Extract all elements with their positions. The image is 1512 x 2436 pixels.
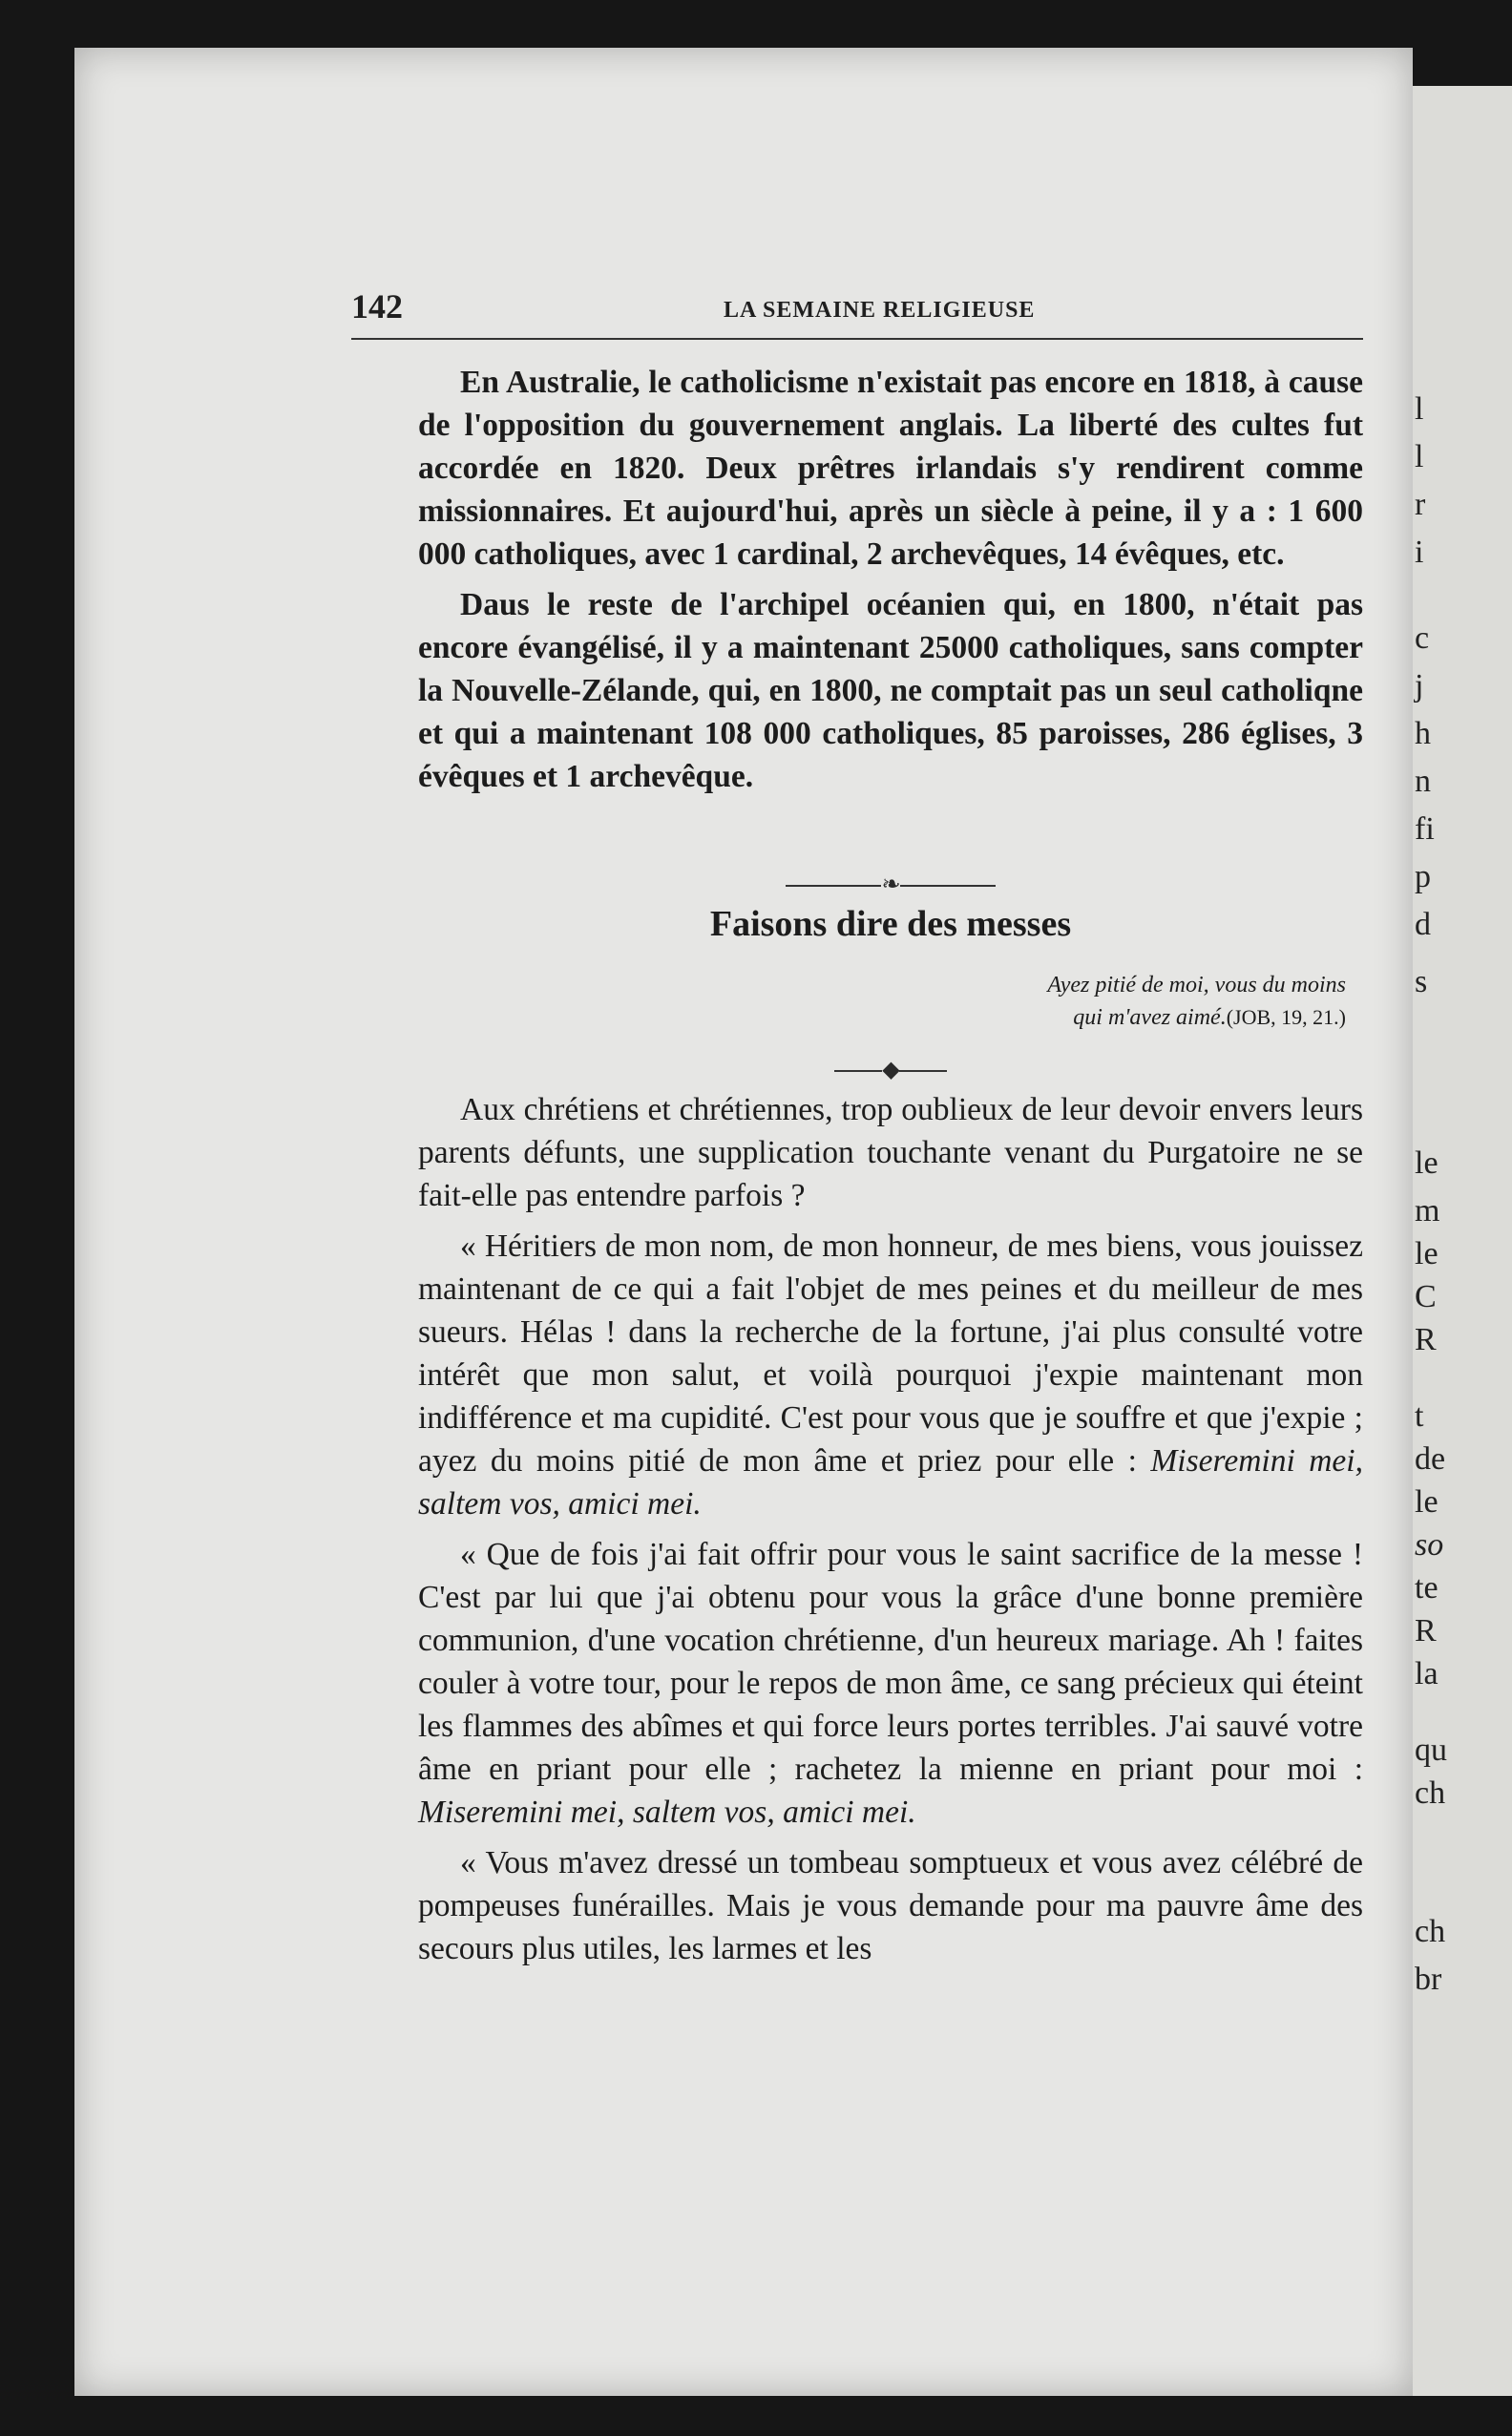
paragraph-intro: Aux chrétiens et chrétiennes, trop oublieux de leur devoir envers leurs parents défunts, une supplication touchante venant du Purgatoire ne se fait-elle pas entendre parfois ? xyxy=(418,1092,1363,1213)
adjacent-page-fragment: s xyxy=(1415,964,1428,999)
adjacent-page-fragment: C xyxy=(1415,1279,1437,1314)
adjacent-page-fragment: r xyxy=(1415,487,1426,522)
adjacent-page-fragment: fi xyxy=(1415,811,1435,847)
paragraph-oceania: Daus le reste de l'archipel océanien qui, en 1800, n'était pas encore évangélisé, il y a maintenant 25000 catholiques, sans compter la Nouvelle-Zélande, qui, en 1800, ne comptait pas un seul catholiqne et qui a maintenant 108 000 catholiques, 85 paroisses, 286 églises, 3 évêques et 1 archevêque. xyxy=(418,587,1363,794)
paragraph-tomb: « Vous m'avez dressé un tombeau somptueux et vous avez célébré de pompeuses funérailles. Mais je vous demande pour ma pauvre âme des secours plus utiles, les larmes et les xyxy=(418,1845,1363,1966)
adjacent-page-fragment: n xyxy=(1415,764,1431,799)
bottom-text-block xyxy=(418,1088,1363,1978)
latin-quote: Miseremini mei, saltem vos, amici mei. xyxy=(418,1443,1363,1522)
adjacent-page-fragment: m xyxy=(1415,1193,1440,1228)
adjacent-page-fragment: i xyxy=(1415,535,1424,570)
page-header xyxy=(351,286,1363,340)
adjacent-page-fragment: qu xyxy=(1415,1732,1447,1768)
running-title: LA SEMAINE RELIGIEUSE xyxy=(724,298,1036,323)
adjacent-page-fragment: so xyxy=(1415,1527,1444,1563)
paragraph-heirs: « Héritiers de mon nom, de mon honneur, de mes biens, vous jouissez maintenant de ce qui a fait l'objet de mes peines et du meilleur de mes sueurs. Hélas ! dans la recherche de la fortune, j'ai plus consulté votre intérêt que mon salut, et voilà pourquoi j'expie maintenant mon indifférence et ma cupidité. C'est pour vous que je souffre et que j'expie ; ayez du moins pitié de mon âme et priez pour elle : Miseremini mei, saltem vos, amici mei. xyxy=(418,1228,1363,1522)
adjacent-page-fragment: de xyxy=(1415,1441,1446,1477)
paragraph-mass: « Que de fois j'ai fait offrir pour vous le saint sacrifice de la messe ! C'est par lui que j'ai obtenu pour vous la grâce d'une bonne première communion, d'une vocation chrétienne, d'un heureux mariage. Ah ! faites couler à votre tour, pour le repos de mon âme, ce sang précieux qui éteint les flammes des abîmes et qui force leurs portes terribles. J'ai sauvé votre âme en priant pour elle ; rachetez la mienne en priant pour moi : Miseremini mei, saltem vos, amici mei. xyxy=(418,1537,1363,1830)
epigraph xyxy=(926,970,1346,1034)
adjacent-page-fragment: R xyxy=(1415,1322,1437,1357)
epigraph-line-1: Ayez pitié de moi, vous du moins xyxy=(1047,973,1346,998)
ornament-divider-bottom: ◆ xyxy=(418,1056,1363,1083)
adjacent-page-fragment: R xyxy=(1415,1613,1437,1648)
adjacent-page-fragment: j xyxy=(1415,668,1424,704)
adjacent-page-fragment: d xyxy=(1415,907,1431,942)
adjacent-page-fragment: le xyxy=(1415,1145,1438,1181)
adjacent-page-fragment: le xyxy=(1415,1484,1438,1520)
section-heading-block xyxy=(418,869,1363,1098)
adjacent-page-fragment: ch xyxy=(1415,1914,1446,1949)
adjacent-page-fragment: l xyxy=(1415,439,1424,474)
epigraph-reference: (JOB, 19, 21.) xyxy=(1226,1005,1346,1029)
adjacent-page-fragment: l xyxy=(1415,391,1424,427)
adjacent-page-fragment: le xyxy=(1415,1236,1438,1271)
paragraph-australia: En Australie, le catholicisme n'existait pas encore en 1818, à cause de l'opposition du gouvernement anglais. La liberté des cultes fut accordée en 1820. Deux prêtres irlandais s'y rendirent comme missionnaires. Et aujourd'hui, après un siècle à peine, il y a : 1 600 000 catholiques, avec 1 cardinal, 2 archevêques, 14 évêques, etc. xyxy=(418,365,1363,572)
epigraph-line-2-text: qui m'avez aimé. xyxy=(1073,1005,1227,1030)
top-text-block xyxy=(418,361,1363,806)
page-number: 142 xyxy=(351,287,403,326)
epigraph-line-2 xyxy=(926,1001,1346,1034)
adjacent-page-fragment: te xyxy=(1415,1570,1438,1606)
latin-quote: Miseremini mei, saltem vos, amici mei. xyxy=(418,1795,916,1830)
adjacent-page-fragment: c xyxy=(1415,620,1430,656)
ornament-divider-top: ❧ xyxy=(418,871,1363,898)
adjacent-page-fragment: ch xyxy=(1415,1775,1446,1811)
adjacent-page-fragment: br xyxy=(1415,1962,1442,1997)
adjacent-page-fragment: p xyxy=(1415,859,1431,894)
adjacent-page-fragment: t xyxy=(1415,1398,1424,1434)
adjacent-page-edge xyxy=(1407,86,1512,2396)
adjacent-page-fragment: la xyxy=(1415,1656,1438,1691)
section-title: Faisons dire des messes xyxy=(709,904,1072,944)
adjacent-page-fragment: h xyxy=(1415,716,1431,751)
